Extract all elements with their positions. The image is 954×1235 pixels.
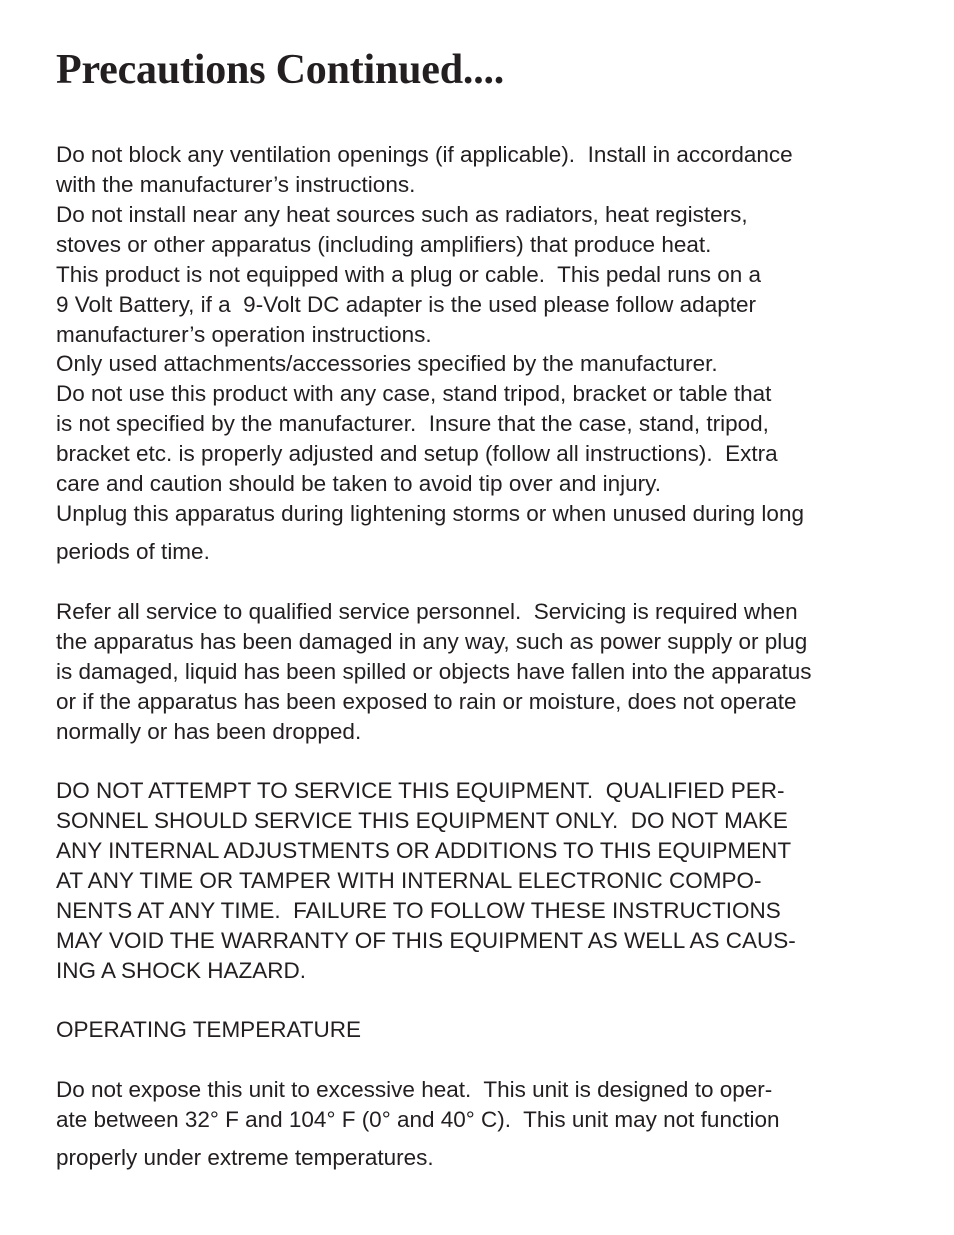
- text-line: Do not expose this unit to excessive heat. This unit is designed to oper-: [56, 1077, 773, 1102]
- section-heading: OPERATING TEMPERATURE: [56, 1017, 362, 1042]
- warning-line: MAY VOID THE WARRANTY OF THIS EQUIPMENT AS WELL AS CAUS-: [56, 928, 796, 953]
- text-line: care and caution should be taken to avoid tip over and injury.: [56, 471, 661, 496]
- warning-line: AT ANY TIME OR TAMPER WITH INTERNAL ELECTRONIC COMPO-: [56, 868, 762, 893]
- text-line: 9 Volt Battery, if a 9-Volt DC adapter is the used please follow adapter: [56, 292, 756, 317]
- text-line: is not specified by the manufacturer. Insure that the case, stand, tripod,: [56, 411, 769, 436]
- text-line: manufacturer’s operation instructions.: [56, 322, 432, 347]
- text-line: the apparatus has been damaged in any way, such as power supply or plug: [56, 629, 808, 654]
- text-line: ate between 32° F and 104° F (0° and 40° C). This unit may not function: [56, 1107, 780, 1132]
- text-line: This product is not equipped with a plug or cable. This pedal runs on a: [56, 262, 762, 287]
- warning-line: NENTS AT ANY TIME. FAILURE TO FOLLOW THESE INSTRUCTIONS: [56, 898, 781, 923]
- text-line: Refer all service to qualified service personnel. Servicing is required when: [56, 599, 798, 624]
- text-line: periods of time.: [56, 539, 210, 564]
- text-line: Unplug this apparatus during lightening storms or when unused during long: [56, 501, 804, 526]
- text-line: or if the apparatus has been exposed to rain or moisture, does not operate: [56, 689, 797, 714]
- text-line: Only used attachments/accessories specified by the manufacturer.: [56, 351, 718, 376]
- text-line: normally or has been dropped.: [56, 719, 362, 744]
- text-line: Do not install near any heat sources such as radiators, heat registers,: [56, 202, 748, 227]
- warning-line: DO NOT ATTEMPT TO SERVICE THIS EQUIPMENT. QUALIFIED PER-: [56, 778, 785, 803]
- warning-line: ANY INTERNAL ADJUSTMENTS OR ADDITIONS TO THIS EQUIPMENT: [56, 838, 792, 863]
- text-line: Do not block any ventilation openings (if applicable). Install in accordance: [56, 142, 793, 167]
- text-line: bracket etc. is properly adjusted and setup (follow all instructions). Extra: [56, 441, 778, 466]
- text-line: Do not use this product with any case, stand tripod, bracket or table that: [56, 381, 772, 406]
- warning-line: ING A SHOCK HAZARD.: [56, 958, 307, 983]
- text-line: is damaged, liquid has been spilled or objects have fallen into the apparatus: [56, 659, 812, 684]
- page-title: Precautions Continued....: [56, 47, 505, 93]
- warning-line: SONNEL SHOULD SERVICE THIS EQUIPMENT ONLY. DO NOT MAKE: [56, 808, 788, 833]
- text-line: with the manufacturer’s instructions.: [56, 172, 416, 197]
- text-line: properly under extreme temperatures.: [56, 1145, 434, 1170]
- text-line: stoves or other apparatus (including amplifiers) that produce heat.: [56, 232, 712, 257]
